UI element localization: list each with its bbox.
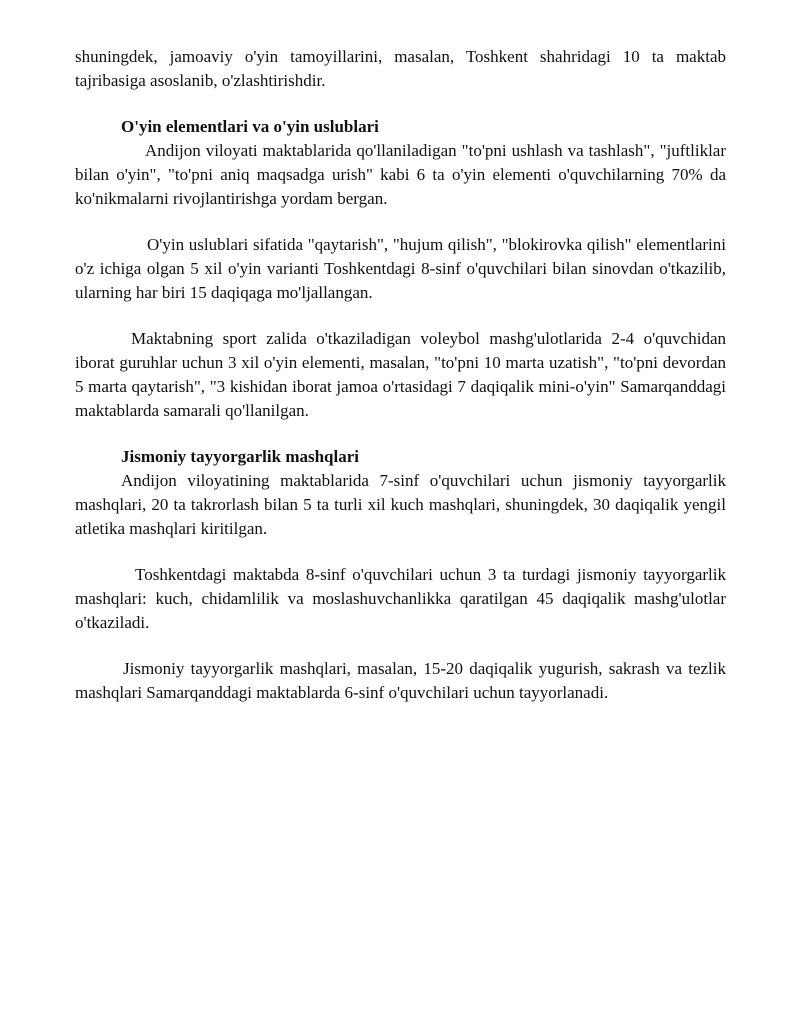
- paragraph-gap: [75, 305, 726, 327]
- paragraph-gap: [75, 635, 726, 657]
- paragraph-toshkent-training: Toshkentdagi maktabda 8-sinf o'quvchilari uchun 3 ta turdagi jismoniy tayyorgarlik mashqlari: kuch, chidamlilik va moslashuvchanlikka qaratilgan 45 daqiqalik mashg'ulotlar o'tkaziladi.: [75, 565, 726, 632]
- document-page: [75, 45, 726, 705]
- paragraph-gap: [75, 211, 726, 233]
- paragraph-continuation: shuningdek, jamoaviy o'yin tamoyillarini, masalan, Toshkent shahridagi 10 ta maktab tajribasiga asoslanib, o'zlashtirishdir.: [75, 47, 726, 90]
- paragraph-andijon-elements: Andijon viloyati maktablarida qo'llaniladigan "to'pni ushlash va tashlash", "juftliklar bilan o'yin", "to'pni aniq maqsadga urish" kabi 6 ta o'yin elementi o'quvchilarning 70% da ko'nikmalarni rivojlantirishga yordam bergan.: [75, 141, 726, 208]
- paragraph-gap: [75, 423, 726, 445]
- paragraph-andijon-training: Andijon viloyatining maktablarida 7-sinf o'quvchilari uchun jismoniy tayyorgarlik mashqlari, 20 ta takrorlash bilan 5 ta turli xil kuch mashqlari, shuningdek, 30 daqiqalik yengil atletika mashqlari kiritilgan.: [75, 471, 726, 538]
- paragraph-samarqand-training: Jismoniy tayyorgarlik mashqlari, masalan, 15-20 daqiqalik yugurish, sakrash va tezlik mashqlari Samarqanddagi maktablarda 6-sinf o'quvchilari uchun tayyorlanadi.: [75, 659, 726, 702]
- paragraph-gap: [75, 541, 726, 563]
- paragraph-gap: [75, 93, 726, 115]
- section-heading-game-elements: O'yin elementlari va o'yin uslublari: [121, 117, 379, 136]
- paragraph-game-styles: O'yin uslublari sifatida "qaytarish", "hujum qilish", "blokirovka qilish" elementlarini o'z ichiga olgan 5 xil o'yin varianti Toshkentdagi 8-sinf o'quvchilari bilan sinovdan o'tkazilib, ularning har biri 15 daqiqaga mo'ljallangan.: [75, 235, 726, 302]
- paragraph-volleyball: Maktabning sport zalida o'tkaziladigan voleybol mashg'ulotlarida 2-4 o'quvchidan iborat guruhlar uchun 3 xil o'yin elementi, masalan, "to'pni 10 marta uzatish", "to'pni devordan 5 marta qaytarish", "3 kishidan iborat jamoa o'rtasidagi 7 daqiqalik mini-o'yin" Samarqanddagi maktablarda samarali qo'llanilgan.: [75, 329, 726, 420]
- section-heading-physical-training: Jismoniy tayyorgarlik mashqlari: [121, 447, 360, 466]
